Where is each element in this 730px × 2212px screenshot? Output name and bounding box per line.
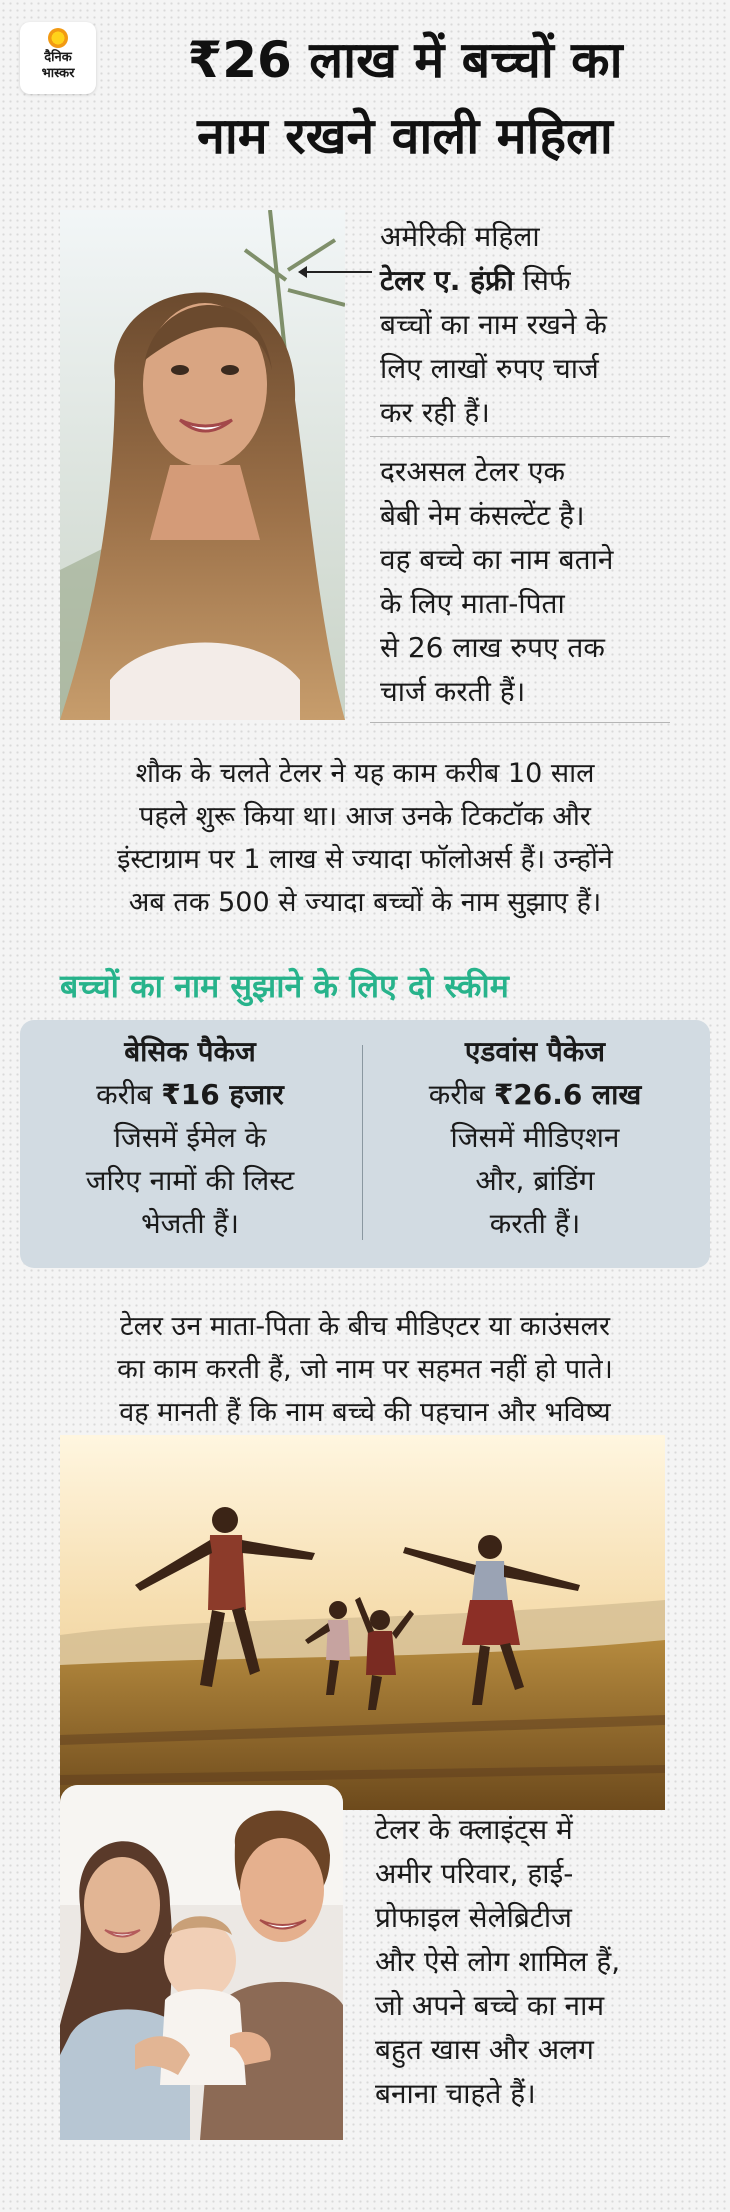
intro-line-1: अमेरिकी महिला [380, 220, 540, 253]
taylor-portrait-photo [60, 210, 345, 720]
clients-line: जो अपने बच्चे का नाम [375, 1989, 605, 2022]
basic-package [30, 1030, 350, 1245]
advanced-price-value: ₹26.6 लाख [493, 1078, 642, 1111]
mediator-line: का काम करती हैं, जो नाम पर सहमत नहीं हो पाते। [117, 1354, 613, 1385]
advanced-price-prefix: करीब [428, 1078, 494, 1111]
consultant-line: के लिए माता-पिता [380, 587, 565, 620]
advanced-package [375, 1030, 695, 1245]
consultant-line: बेबी नेम कंसल्टेंट है। [380, 499, 585, 532]
consultant-line: से 26 लाख रुपए तक [380, 631, 605, 664]
divider-1 [370, 436, 670, 437]
intro-line-5: कर रही हैं। [380, 396, 490, 429]
basic-package-line: भेजती हैं। [140, 1207, 240, 1240]
basic-package-name: बेसिक पैकेज [124, 1035, 256, 1068]
logo-line-2: भास्कर [41, 66, 75, 81]
hobby-line: इंस्टाग्राम पर 1 लाख से ज्यादा फॉलोअर्स हैं। उन्होंने [117, 844, 613, 875]
mediator-line: टेलर उन माता-पिता के बीच मीडिएटर या काउंसलर [119, 1311, 611, 1342]
consultant-line: चार्ज करती हैं। [380, 675, 526, 708]
clients-line: बहुत खास और अलग [375, 2033, 594, 2066]
clients-line: बनाना चाहते हैं। [375, 2077, 536, 2110]
arrow-left-icon [298, 266, 307, 278]
schemes-divider [362, 1045, 363, 1240]
hobby-paragraph [30, 752, 700, 924]
intro-line-2-rest: सिर्फ [513, 264, 571, 297]
basic-price-prefix: करीब [96, 1078, 162, 1111]
basic-package-line: जिसमें ईमेल के [113, 1121, 267, 1154]
hobby-line: शौक के चलते टेलर ने यह काम करीब 10 साल [135, 758, 595, 789]
page-title [100, 22, 710, 174]
advanced-package-price [375, 1073, 695, 1116]
consultant-line: वह बच्चे का नाम बताने [380, 543, 614, 576]
intro-text [380, 215, 700, 435]
clients-text [375, 1808, 705, 2116]
clients-line: और ऐसे लोग शामिल हैं, [375, 1945, 621, 1978]
intro-line-2 [380, 259, 700, 303]
family-baby-photo [60, 1785, 343, 2140]
sun-icon [48, 28, 68, 48]
clients-line: टेलर के क्लाइंट्स में [375, 1813, 573, 1846]
advanced-package-name: एडवांस पैकेज [464, 1035, 606, 1068]
dainik-bhaskar-logo [20, 22, 96, 94]
hobby-line: पहले शुरू किया था। आज उनके टिकटॉक और [139, 801, 591, 832]
consultant-line: दरअसल टेलर एक [380, 455, 565, 488]
advanced-package-line: जिसमें मीडिएशन [450, 1121, 620, 1154]
hobby-line: अब तक 500 से ज्यादा बच्चों के नाम सुझाए हैं। [128, 887, 602, 918]
arrow-line [302, 271, 372, 273]
basic-package-price [30, 1073, 350, 1116]
person-name: टेलर ए. हंफ्री [380, 264, 514, 297]
basic-price-value: ₹16 हजार [161, 1078, 284, 1111]
advanced-package-line: और, ब्रांडिंग [475, 1164, 595, 1197]
divider-2 [370, 722, 670, 723]
intro-line-3: बच्चों का नाम रखने के [380, 308, 607, 341]
consultant-text [380, 450, 700, 714]
title-line-1: ₹26 लाख में बच्चों का [187, 31, 623, 89]
advanced-package-line: करती हैं। [489, 1207, 581, 1240]
schemes-title: बच्चों का नाम सुझाने के लिए दो स्कीम [60, 967, 509, 1005]
clients-line: प्रोफाइल सेलेब्रिटीज [375, 1901, 572, 1934]
intro-line-4: लिए लाखों रुपए चार्ज [380, 352, 599, 385]
basic-package-line: जरिए नामों की लिस्ट [85, 1164, 295, 1197]
logo-line-1: दैनिक [44, 50, 72, 65]
family-running-photo [60, 1435, 665, 1810]
mediator-line: वह मानती हैं कि नाम बच्चे की पहचान और भविष्य [119, 1397, 611, 1428]
clients-line: अमीर परिवार, हाई- [375, 1857, 574, 1890]
title-line-2: नाम रखने वाली महिला [197, 107, 613, 165]
